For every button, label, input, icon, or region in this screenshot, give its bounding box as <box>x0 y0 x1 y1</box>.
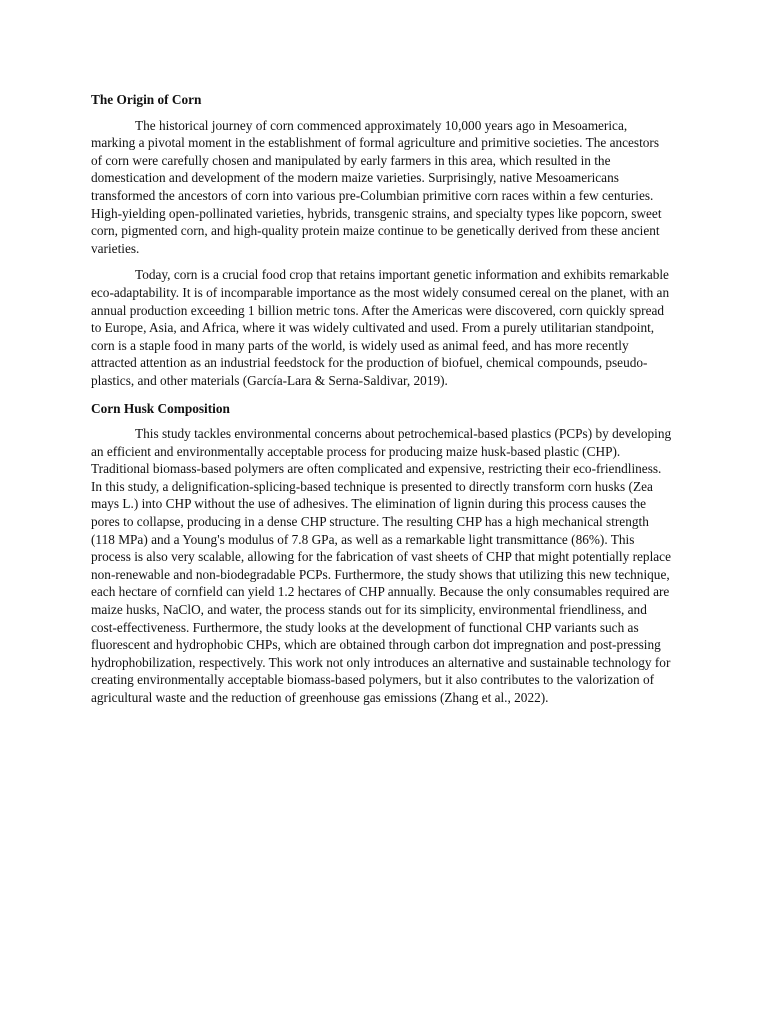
paragraph-origin-1: The historical journey of corn commenced approximately 10,000 years ago in Mesoamerica, marking a pivotal moment in the establishment of formal agriculture and primitive societies. The ancestors of corn were carefully chosen and manipulated by early farmers in this area, which resulted in the domestication and development of the modern maize varieties. Surprisingly, native Mesoamericans transformed the ancestors of corn into various pre-Columbian primitive corn races within a few centuries. High-yielding open-pollinated varieties, hybrids, transgenic strains, and specialty types like popcorn, sweet corn, pigmented corn, and high-quality protein maize continue to be genetically derived from these ancient varieties. <box>91 117 662 256</box>
section-heading-origin-of-corn: The Origin of Corn <box>91 92 202 107</box>
paragraph-origin-2: Today, corn is a crucial food crop that retains important genetic information and exhibits remarkable eco-adaptability. It is of incomparable importance as the most widely consumed cereal on the planet, with an annual production exceeding 1 billion metric tons. After the Americas were discovered, corn quickly spread to Europe, Asia, and Africa, where it was widely cultivated and used. From a purely utilitarian standpoint, corn is a staple food in many parts of the world, is widely used as animal feed, and has more recently attracted attention as an industrial feedstock for the production of biofuel, chemical compounds, pseudo-plastics, and other materials (García-Lara & Serna-Saldivar, 2019). <box>91 267 670 388</box>
section-heading-corn-husk-composition: Corn Husk Composition <box>91 400 230 416</box>
document-body <box>91 91 673 716</box>
paragraph-husk-1: This study tackles environmental concerns about petrochemical-based plastics (PCPs) by developing an efficient and environmentally acceptable process for producing maize husk-based plastic (CHP). Traditional biomass-based polymers are often complicated and expensive, restricting their eco-friendliness. In this study, a delignification-splicing-based technique is presented to directly transform corn husks (Zea mays L.) into CHP without the use of adhesives. The elimination of lignin during this process causes the pores to collapse, producing in a dense CHP structure. The resulting CHP has a high mechanical strength (118 MPa) and a Young's modulus of 7.8 GPa, as well as a remarkable light transmittance (86%). This process is also very scalable, allowing for the fabrication of vast sheets of CHP that might potentially replace non-renewable and non-biodegradable PCPs. Furthermore, the study shows that utilizing this new technique, each hectare of cornfield can yield 1.2 hectares of CHP annually. Because the only consumables required are maize husks, NaClO, and water, the process stands out for its simplicity, environmental friendliness, and cost-effectiveness. Furthermore, the study looks at the development of functional CHP variants such as fluorescent and hydrophobic CHPs, which are obtained through carbon dot impregnation and post-pressing hydrophobilization, respectively. This work not only introduces an alternative and sustainable technology for creating environmentally acceptable biomass-based polymers, but it also contributes to the valorization of agricultural waste and the reduction of greenhouse gas emissions (Zhang et al., 2022). <box>91 426 672 705</box>
